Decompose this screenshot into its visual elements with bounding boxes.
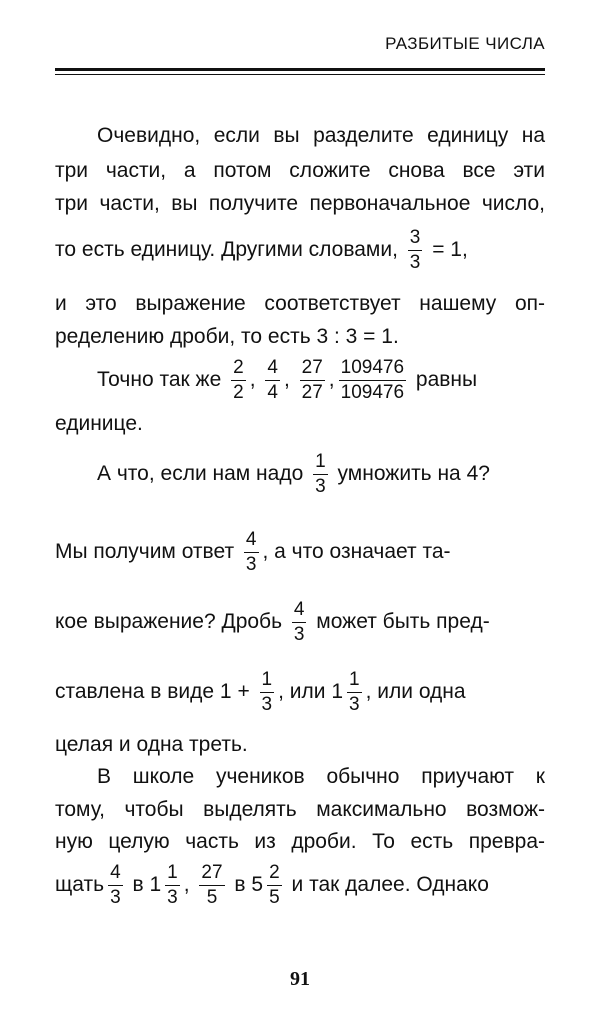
fraction-1-3 xyxy=(313,452,328,497)
comma: , xyxy=(183,872,190,896)
denominator: 3 xyxy=(349,693,360,715)
text-segment: Мы получим ответ xyxy=(55,539,235,563)
denominator: 3 xyxy=(409,251,421,273)
numerator: 4 xyxy=(244,530,259,553)
text-line-with-fraction xyxy=(55,600,545,645)
numerator: 4 xyxy=(265,358,280,381)
text-line: тому, чтобы выделять максимально возмож- xyxy=(55,798,545,821)
text-line: ределению дроби, то есть 3 : 3 = 1. xyxy=(55,325,399,348)
fraction-1-3 xyxy=(347,670,362,715)
text-line: единице. xyxy=(55,412,143,435)
numerator: 3 xyxy=(408,228,423,251)
fraction-4-3 xyxy=(292,600,307,645)
text-segment: может быть пред- xyxy=(316,609,490,633)
text-segment: = 1, xyxy=(432,237,468,261)
numerator: 109476 xyxy=(339,358,406,381)
text-line-with-fraction xyxy=(97,452,545,497)
numerator: 27 xyxy=(199,863,224,886)
text-line-with-fractions xyxy=(97,358,545,403)
numerator: 4 xyxy=(108,863,123,886)
fraction-2-2 xyxy=(231,358,246,403)
denominator: 3 xyxy=(167,886,178,908)
numerator: 1 xyxy=(313,452,328,475)
denominator: 3 xyxy=(293,623,305,645)
fraction-1-3 xyxy=(165,863,180,908)
text-line: три части, вы получите первоначальное число, xyxy=(55,192,545,215)
fraction-27-27 xyxy=(300,358,325,403)
text-segment: ставлена в виде 1 + xyxy=(55,679,250,703)
text-segment: , или 1 xyxy=(278,679,344,703)
header-rule-thick xyxy=(55,68,545,71)
denominator: 3 xyxy=(245,553,257,575)
text-segment: А что, если нам надо xyxy=(97,461,304,485)
fraction-2-5 xyxy=(267,863,282,908)
denominator: 5 xyxy=(269,886,280,908)
text-line-with-fractions xyxy=(55,863,545,908)
text-line-with-fraction xyxy=(55,530,545,575)
numerator: 1 xyxy=(260,670,275,693)
denominator: 2 xyxy=(233,381,244,403)
header-rule-thin xyxy=(55,74,545,75)
comma: , xyxy=(249,367,256,391)
fraction-1-3 xyxy=(260,670,275,715)
comma: , xyxy=(283,367,290,391)
numerator: 1 xyxy=(347,670,362,693)
text-segment: в 5 xyxy=(234,872,264,896)
denominator: 4 xyxy=(267,381,278,403)
text-segment: щать xyxy=(55,872,105,896)
comma: , xyxy=(328,367,335,391)
text-segment: Точно так же xyxy=(97,367,222,391)
text-line-with-fractions xyxy=(55,670,545,715)
fraction-3-3 xyxy=(408,228,423,273)
text-line: три части, а потом сложите снова все эти xyxy=(55,159,545,182)
text-segment: , а что означает та- xyxy=(262,539,451,563)
page-number: 91 xyxy=(290,968,310,990)
text-segment: умножить на 4? xyxy=(337,461,490,485)
text-segment: в 1 xyxy=(132,872,162,896)
text-line-with-fraction xyxy=(55,228,545,273)
numerator: 2 xyxy=(267,863,282,886)
fraction-109476-109476 xyxy=(339,358,406,403)
text-line: ную целую часть из дроби. То есть превра- xyxy=(55,830,545,853)
denominator: 109476 xyxy=(340,381,405,403)
text-segment: кое выражение? Дробь xyxy=(55,609,283,633)
denominator: 27 xyxy=(301,381,323,403)
text-segment: и так далее. Однако xyxy=(291,872,489,896)
fraction-4-4 xyxy=(265,358,280,403)
text-line: и это выражение соответствует нашему оп- xyxy=(55,292,545,315)
text-line: В школе учеников обычно приучают к xyxy=(97,765,545,788)
fraction-27-5 xyxy=(199,863,224,908)
numerator: 4 xyxy=(292,600,307,623)
fraction-4-3 xyxy=(108,863,123,908)
denominator: 3 xyxy=(261,693,273,715)
text-line: Очевидно, если вы разделите единицу на xyxy=(97,124,545,147)
text-segment: , или одна xyxy=(365,679,466,703)
text-segment: то есть единицу. Другими словами, xyxy=(55,237,398,261)
numerator: 1 xyxy=(165,863,180,886)
text-segment: равны xyxy=(415,367,478,391)
numerator: 27 xyxy=(300,358,325,381)
denominator: 5 xyxy=(206,886,218,908)
fraction-4-3 xyxy=(244,530,259,575)
numerator: 2 xyxy=(231,358,246,381)
denominator: 3 xyxy=(315,475,326,497)
denominator: 3 xyxy=(110,886,121,908)
text-line: целая и одна треть. xyxy=(55,733,248,756)
running-header: РАЗБИТЫЕ ЧИСЛА xyxy=(385,34,545,53)
